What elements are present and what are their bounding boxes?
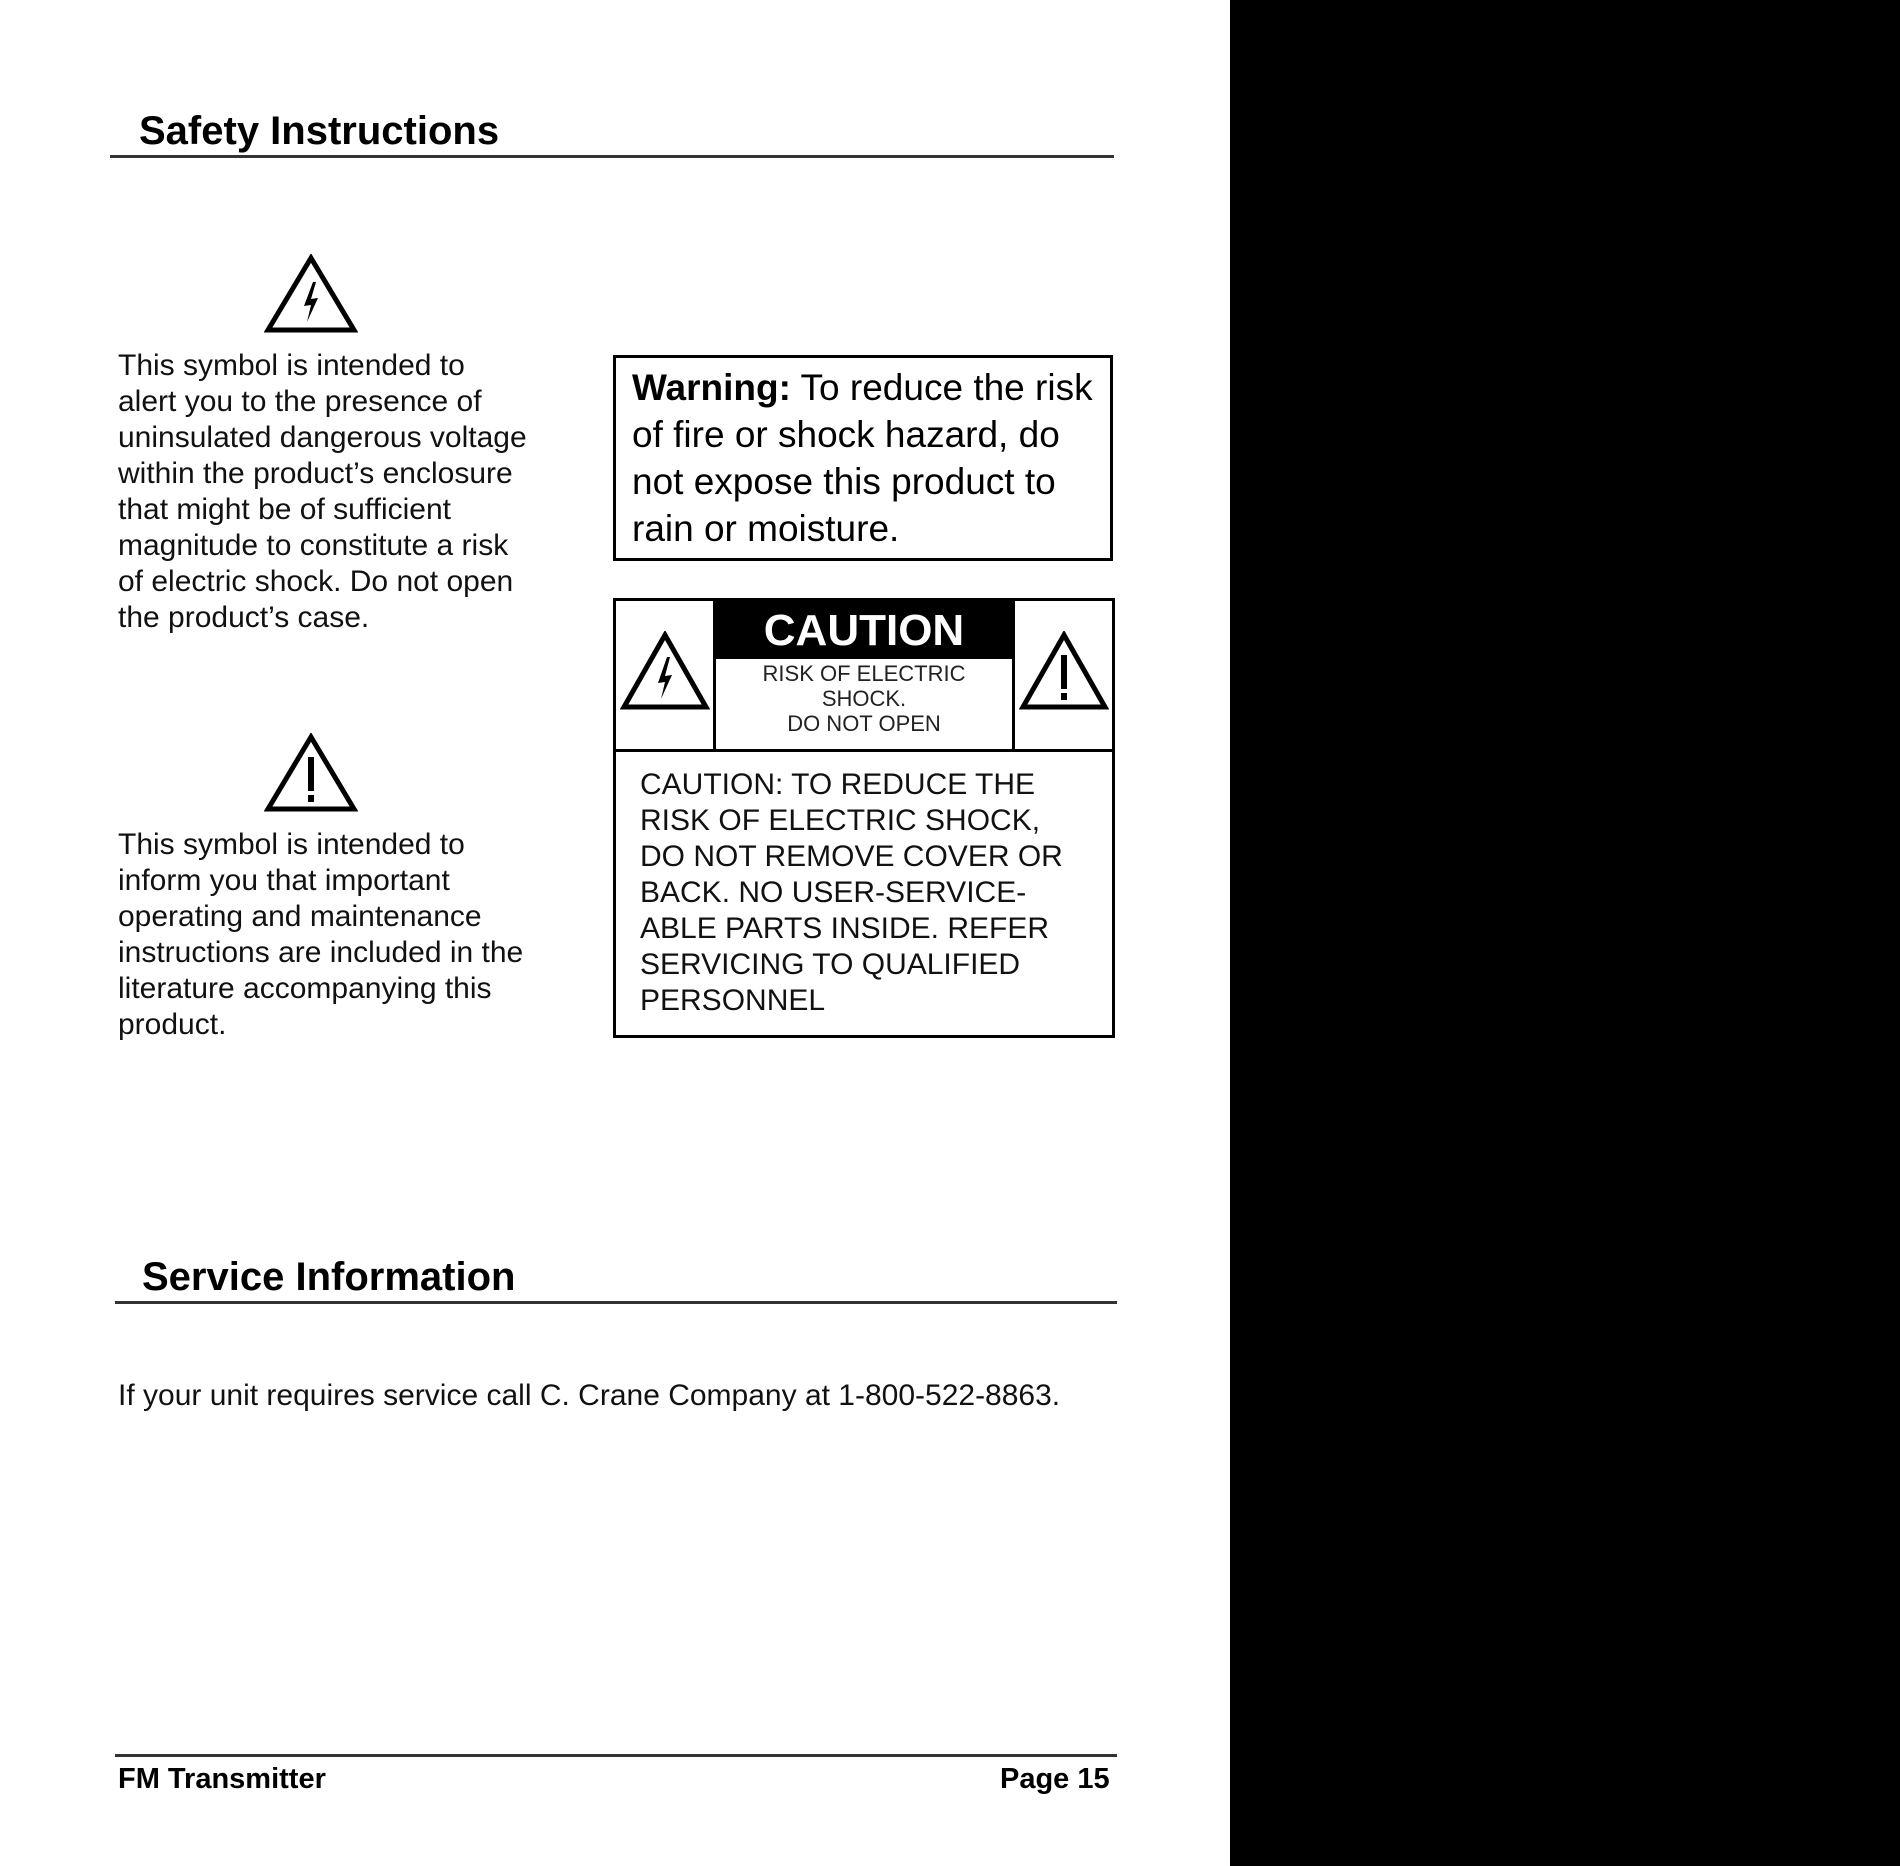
caution-body-line: PERSONNEL (640, 984, 826, 1017)
desc-line: instructions are included in the (118, 936, 524, 969)
lightning-triangle-icon (264, 254, 358, 334)
caution-label-box (613, 598, 1115, 1038)
exclamation-triangle-icon (1019, 631, 1109, 711)
service-title-rule (115, 1301, 1117, 1304)
desc-line: product. (118, 1008, 227, 1041)
safety-title-rule (110, 155, 1114, 158)
caution-center-cell (716, 601, 1012, 749)
lightning-symbol-description (118, 348, 527, 636)
warning-line: not expose this product to (632, 461, 1056, 502)
desc-line: operating and maintenance (118, 900, 482, 933)
desc-line: magnitude to constitute a risk (118, 529, 509, 562)
caution-body-line: DO NOT REMOVE COVER OR (640, 840, 1063, 873)
caution-left-cell (616, 601, 716, 749)
desc-line: of electric shock. Do not open (118, 565, 514, 598)
warning-line: of fire or shock hazard, do (632, 414, 1060, 455)
exclamation-symbol-description (118, 827, 523, 1043)
footer-rule (115, 1754, 1117, 1757)
desc-line: This symbol is intended to (118, 349, 465, 382)
caution-sub-line: RISK OF ELECTRIC (762, 661, 966, 686)
caution-header-row (616, 601, 1112, 752)
warning-line: rain or moisture. (632, 508, 900, 549)
desc-line: inform you that important (118, 864, 450, 897)
warning-label: Warning: (632, 367, 791, 408)
service-information-title: Service Information (142, 1255, 516, 1299)
caution-sub-line: DO NOT OPEN (787, 711, 941, 736)
black-margin-panel (1230, 0, 1900, 1866)
caution-body-text (640, 767, 1063, 1019)
desc-line: that might be of sufficient (118, 493, 451, 526)
desc-line: within the product’s enclosure (118, 457, 513, 490)
caution-banner: CAUTION (716, 601, 1012, 659)
desc-line: This symbol is intended to (118, 828, 465, 861)
desc-line: the product’s case. (118, 601, 370, 634)
safety-instructions-title: Safety Instructions (139, 109, 500, 153)
exclamation-triangle-icon (264, 733, 358, 813)
caution-body-line: BACK. NO USER-SERVICE- (640, 876, 1027, 909)
desc-line: literature accompanying this (118, 972, 492, 1005)
caution-body-line: CAUTION: TO REDUCE THE (640, 768, 1036, 801)
footer-page-number: Page 15 (1000, 1763, 1110, 1795)
caution-sub-line: SHOCK. (821, 686, 907, 711)
desc-line: alert you to the presence of (118, 385, 482, 418)
desc-line: uninsulated dangerous voltage (118, 421, 527, 454)
caution-right-cell (1012, 601, 1112, 749)
warning-box (613, 355, 1113, 561)
caution-body-line: ABLE PARTS INSIDE. REFER (640, 912, 1049, 945)
footer-product-name: FM Transmitter (118, 1763, 326, 1795)
caution-subtext (716, 661, 1012, 736)
lightning-triangle-icon (620, 631, 710, 711)
service-text: If your unit requires service call C. Crane Company at 1-800-522-8863. (118, 1379, 1061, 1412)
caution-body-line: RISK OF ELECTRIC SHOCK, (640, 804, 1041, 837)
warning-line: To reduce the risk (790, 367, 1093, 408)
caution-body-line: SERVICING TO QUALIFIED (640, 948, 1021, 981)
